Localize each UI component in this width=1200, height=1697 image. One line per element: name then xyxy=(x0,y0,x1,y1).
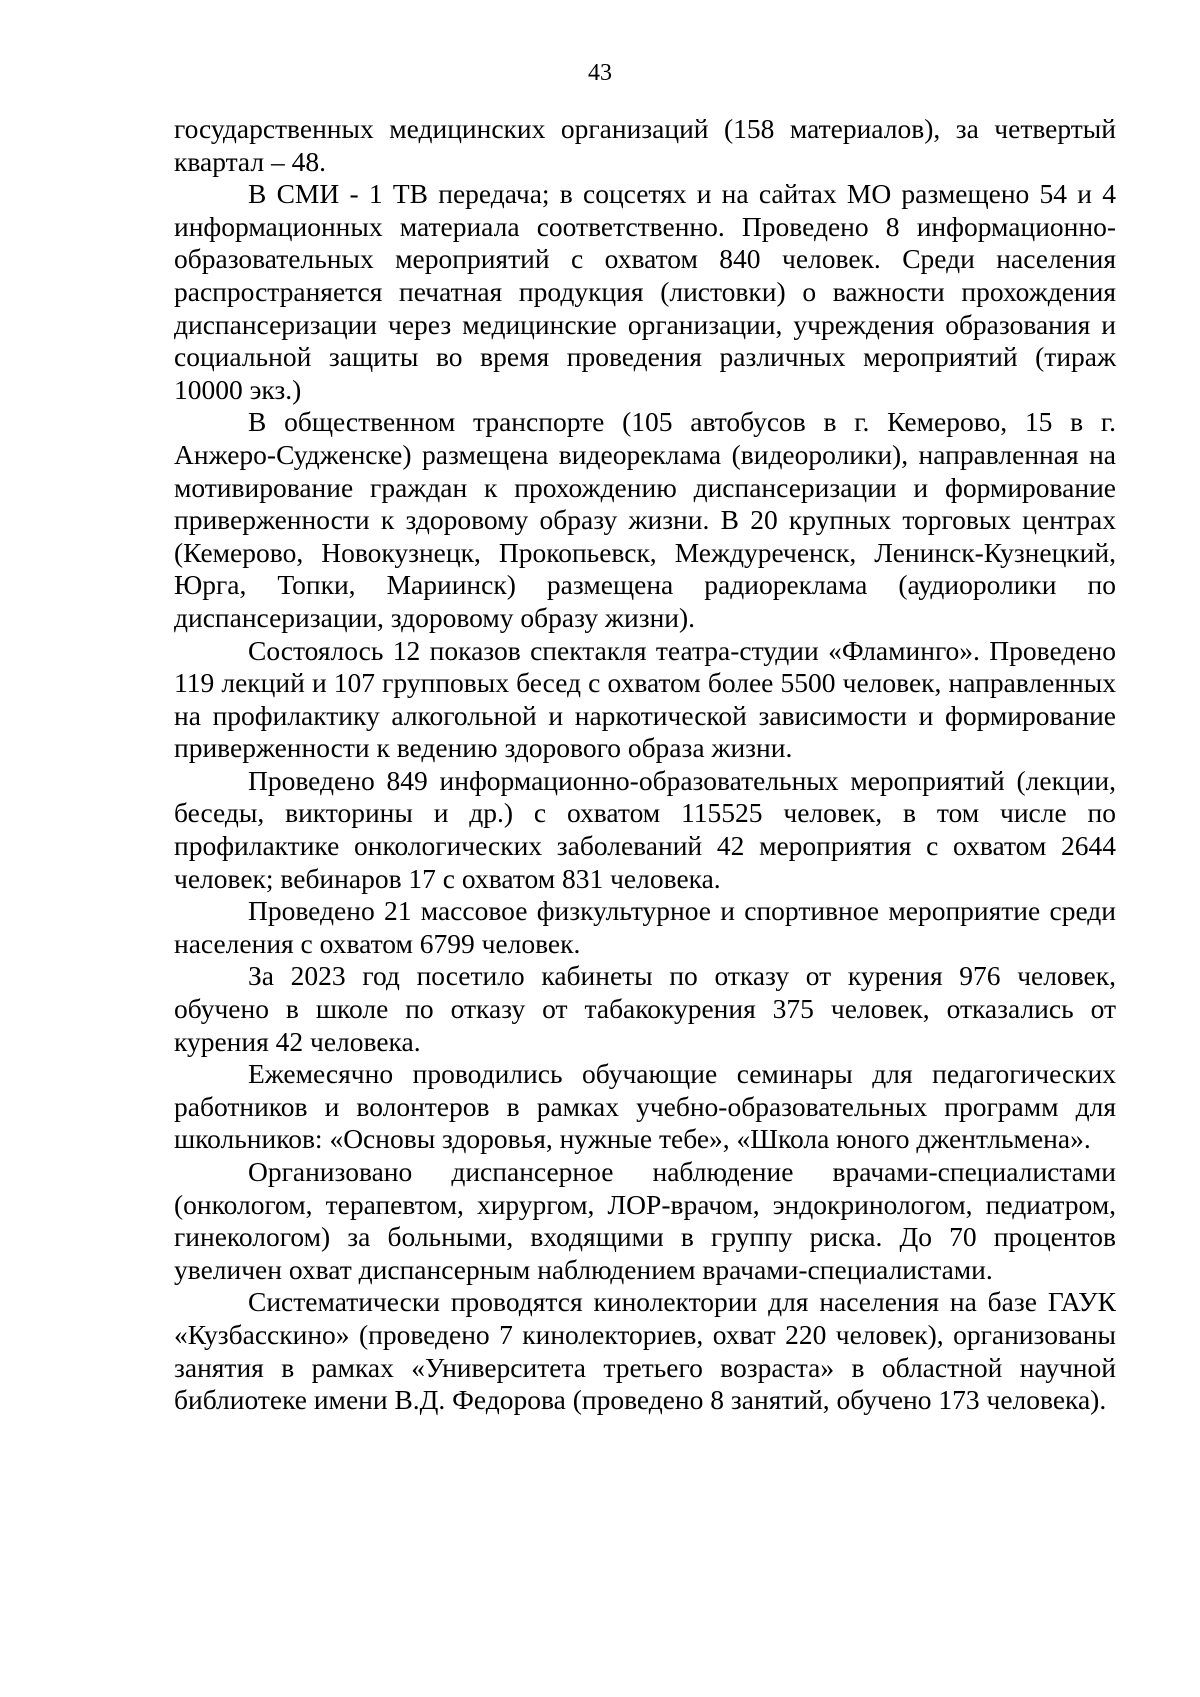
paragraph-cinema: Систематически проводятся кинолектории для населения на базе ГАУК «Кузбасскино» (проведено 7 кинолекториев, охват 220 человек), организованы занятия в рамках «Университета третьего возраста» в областной научной библиотеке имени В.Д. Федорова (проведено 8 занятий, обучено 173 человека). xyxy=(174,1286,1116,1416)
paragraph-observation: Организовано диспансерное наблюдение врачами-специалистами (онкологом, терапевтом, хирургом, ЛОР-врачом, эндокринологом, педиатром, гинекологом) за больными, входящими в группу риска. До 70 процентов увеличен охват диспансерным наблюдением врачами-специалистами. xyxy=(174,1156,1116,1285)
paragraph-events: Проведено 849 информационно-образовательных мероприятий (лекции, беседы, викторины и др.) с охватом 115525 человек, в том числе по профилактике онкологических заболеваний 42 мероприятия с охватом 2644 человек; вебинаров 17 с охватом 831 человека. xyxy=(174,764,1116,894)
paragraph-media: В СМИ - 1 ТВ передача; в соцсетях и на сайтах МО размещено 54 и 4 информационных материала соответственно. Проведено 8 информационно-образовательных мероприятий с охватом 840 человек. Среди населения распространяется печатная продукция (листовки) о важности прохождения диспансеризации через медицинские организации, учреждения образования и социальной защиты во время проведения различных мероприятий (тираж 10000 экз.) xyxy=(174,178,1116,405)
paragraph-theatre: Состоялось 12 показов спектакля театра-студии «Фламинго». Проведено 119 лекций и 107 групповых бесед с охватом более 5500 человек, направленных на профилактику алкогольной и наркотической зависимости и формирование приверженности к ведению здорового образа жизни. xyxy=(174,634,1116,764)
paragraph-continuation: государственных медицинских организаций (158 материалов), за четвертый квартал – 48. xyxy=(174,113,1116,177)
document-body xyxy=(174,113,1116,1417)
paragraph-seminars: Ежемесячно проводились обучающие семинары для педагогических работников и волонтеров в рамках учебно-образовательных программ для школьников: «Основы здоровья, нужные тебе», «Школа юного джентльмена». xyxy=(174,1058,1116,1155)
paragraph-sports: Проведено 21 массовое физкультурное и спортивное мероприятие среди населения с охватом 6799 человек. xyxy=(174,895,1116,959)
page-number: 43 xyxy=(588,60,612,86)
paragraph-transport-ads: В общественном транспорте (105 автобусов в г. Кемерово, 15 в г. Анжеро-Судженске) размещена видеореклама (видеоролики), направленная на мотивирование граждан к прохождению диспансеризации и формирование приверженности к здоровому образу жизни. В 20 крупных торговых центрах (Кемерово, Новокузнецк, Прокопьевск, Междуреченск, Ленинск-Кузнецкий, Юрга, Топки, Мариинск) размещена радиореклама (аудиоролики по диспансеризации, здоровому образу жизни). xyxy=(174,406,1116,633)
paragraph-smoking: За 2023 год посетило кабинеты по отказу от курения 976 человек, обучено в школе по отказу от табакокурения 375 человек, отказались от курения 42 человека. xyxy=(174,960,1116,1057)
